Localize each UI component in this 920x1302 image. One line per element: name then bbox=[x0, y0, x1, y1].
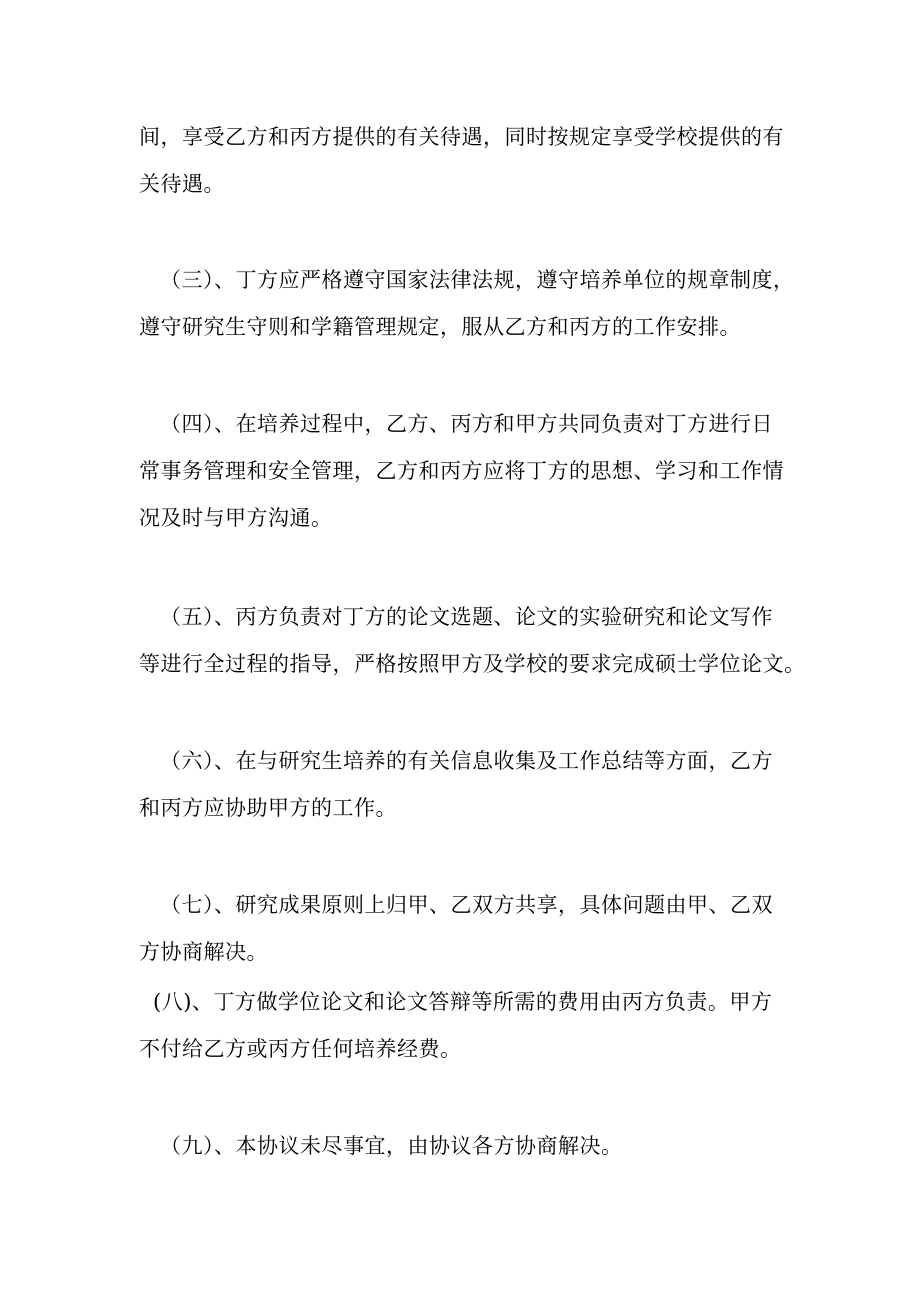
clause-6 bbox=[139, 738, 799, 832]
paragraph-line: 和丙方应协助甲方的工作。 bbox=[139, 796, 397, 820]
paragraph-line: (八)、丁方做学位论文和论文答辩等所需的费用由丙方负责。甲方 bbox=[153, 990, 773, 1014]
paragraph-line: （七）、研究成果原则上归甲、乙双方共享，具体问题由甲、乙双 bbox=[160, 893, 773, 917]
paragraph-line: （五）、丙方负责对丁方的论文选题、论文的实验研究和论文写作 bbox=[160, 605, 773, 629]
paragraph-line: 不付给乙方或丙方任何培养经费。 bbox=[139, 1037, 462, 1061]
paragraph-line: 等进行全过程的指导，严格按照甲方及学校的要求完成硕士学位论文。 bbox=[139, 652, 806, 676]
paragraph-line: 况及时与甲方沟通。 bbox=[139, 506, 333, 530]
paragraph-continuation bbox=[139, 114, 799, 208]
paragraph-line: 间，享受乙方和丙方提供的有关待遇，同时按规定享受学校提供的有 bbox=[139, 125, 784, 149]
clause-9 bbox=[139, 1123, 799, 1170]
clause-5 bbox=[139, 594, 806, 688]
paragraph-line: 方协商解决。 bbox=[139, 940, 268, 964]
paragraph-line: 常事务管理和安全管理，乙方和丙方应将丁方的思想、学习和工作情 bbox=[139, 459, 784, 483]
paragraph-line: 遵守研究生守则和学籍管理规定，服从乙方和丙方的工作安排。 bbox=[139, 315, 741, 339]
clause-4 bbox=[139, 401, 799, 542]
clause-7 bbox=[139, 882, 799, 976]
paragraph-line: （六）、在与研究生培养的有关信息收集及工作总结等方面，乙方 bbox=[160, 749, 773, 773]
paragraph-line: （四）、在培养过程中，乙方、丙方和甲方共同负责对丁方进行日 bbox=[160, 412, 773, 436]
paragraph-line: 关待遇。 bbox=[139, 172, 225, 196]
clause-3 bbox=[139, 257, 799, 351]
clause-8 bbox=[139, 979, 799, 1073]
paragraph-line: （三）、丁方应严格遵守国家法律法规，遵守培养单位的规章制度， bbox=[160, 268, 795, 292]
paragraph-line: （九）、本协议未尽事宜，由协议各方协商解决。 bbox=[160, 1134, 623, 1158]
